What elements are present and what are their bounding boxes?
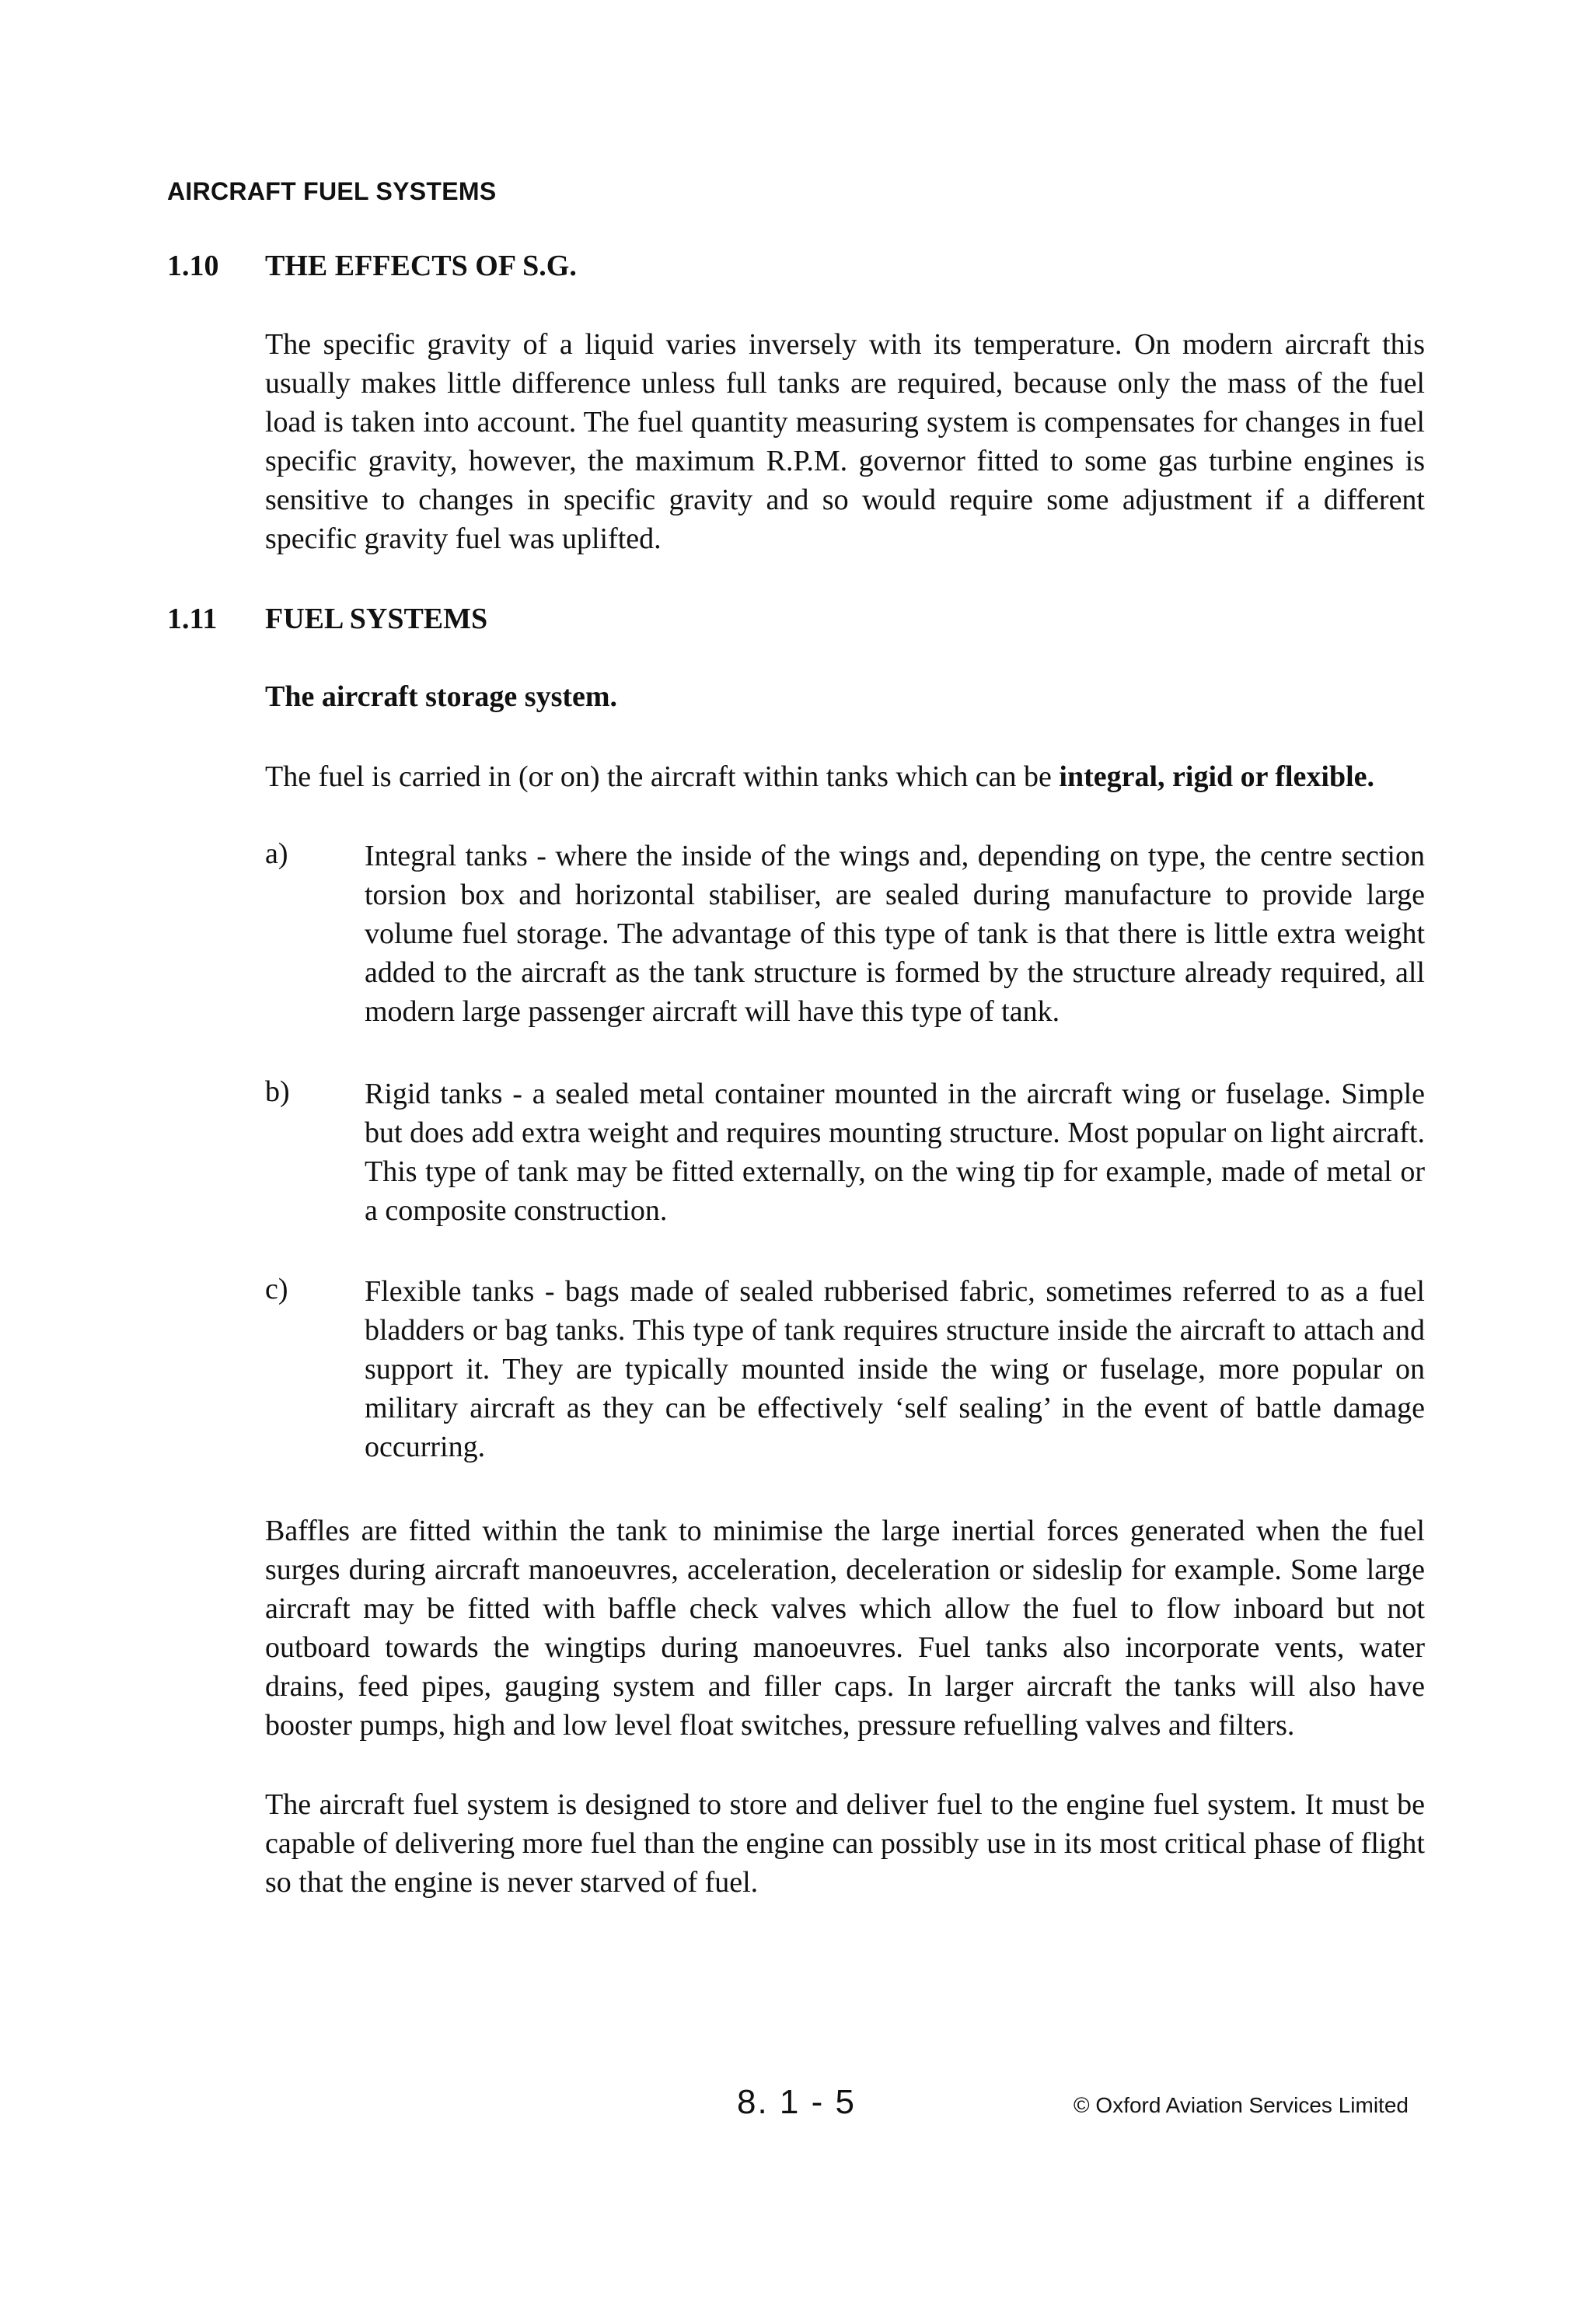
- page-number: 8. 1 - 5: [737, 2083, 856, 2121]
- list-item-integral-tanks: Integral tanks - where the inside of the wings and, depending on type, the centre section torsion box and horizontal stabiliser, are sealed during manufacture to provide large volume fuel storage. The advantage of this type of tank is that there is little extra weight added to the aircraft as the tank structure is formed by the structure already required, all modern large passenger aircraft will have this type of tank.: [365, 840, 1425, 1028]
- section-1-10-title: THE EFFECTS OF S.G.: [265, 250, 577, 282]
- storage-intro: [265, 757, 1425, 796]
- list-marker-c: c): [265, 1273, 288, 1305]
- storage-intro-text: The fuel is carried in (or on) the aircraft within tanks which can be: [265, 760, 1060, 793]
- section-1-10-number: 1.10: [167, 250, 219, 282]
- running-title: AIRCRAFT FUEL SYSTEMS: [167, 177, 497, 205]
- copyright-notice: © Oxford Aviation Services Limited: [1074, 2093, 1409, 2117]
- list-marker-b: b): [265, 1075, 290, 1108]
- list-item-flexible-tanks: Flexible tanks - bags made of sealed rubberised fabric, sometimes referred to as a fuel bladders or bag tanks. This type of tank requires structure inside the aircraft to attach and support it. They are typically mounted inside the wing or fuselage, more popular on military aircraft as they can be effectively ‘self sealing’ in the event of battle damage occurring.: [365, 1275, 1425, 1463]
- storage-intro-bold: integral, rigid or flexible.: [1059, 760, 1375, 793]
- list-marker-a: a): [265, 837, 288, 870]
- subheading-storage-system: The aircraft storage system.: [265, 680, 618, 713]
- baffles-paragraph: Baffles are fitted within the tank to minimise the large inertial forces generated when the fuel surges during aircraft manoeuvres, acceleration, deceleration or sideslip for example. Some large aircraft may be fitted with baffle check valves which allow the fuel to flow inboard but not outboard towards the wingtips during manoeuvres. Fuel tanks also incorporate vents, water drains, feed pipes, gauging system and filler caps. In larger aircraft the tanks will also have booster pumps, high and low level float switches, pressure refuelling valves and filters.: [265, 1515, 1425, 1742]
- list-item-rigid-tanks: Rigid tanks - a sealed metal container mounted in the aircraft wing or fuselage. Simple but does add extra weight and requires mounting structure. Most popular on light aircraft. This type of tank may be fitted externally, on the wing tip for example, made of metal or a composite construction.: [365, 1078, 1425, 1227]
- fuel-system-paragraph: The aircraft fuel system is designed to store and deliver fuel to the engine fuel system. It must be capable of delivering more fuel than the engine can possibly use in its most critical phase of flight so that the engine is never starved of fuel.: [265, 1788, 1425, 1899]
- section-1-10-body: The specific gravity of a liquid varies inversely with its temperature. On modern aircraft this usually makes little difference unless full tanks are required, because only the mass of the fuel load is taken into account. The fuel quantity measuring system is compensates for changes in fuel specific gravity, however, the maximum R.P.M. governor fitted to some gas turbine engines is sensitive to changes in specific gravity and so would require some adjustment if a different specific gravity fuel was uplifted.: [265, 328, 1425, 555]
- section-1-11-title: FUEL SYSTEMS: [265, 603, 488, 635]
- section-1-11-number: 1.11: [167, 603, 218, 635]
